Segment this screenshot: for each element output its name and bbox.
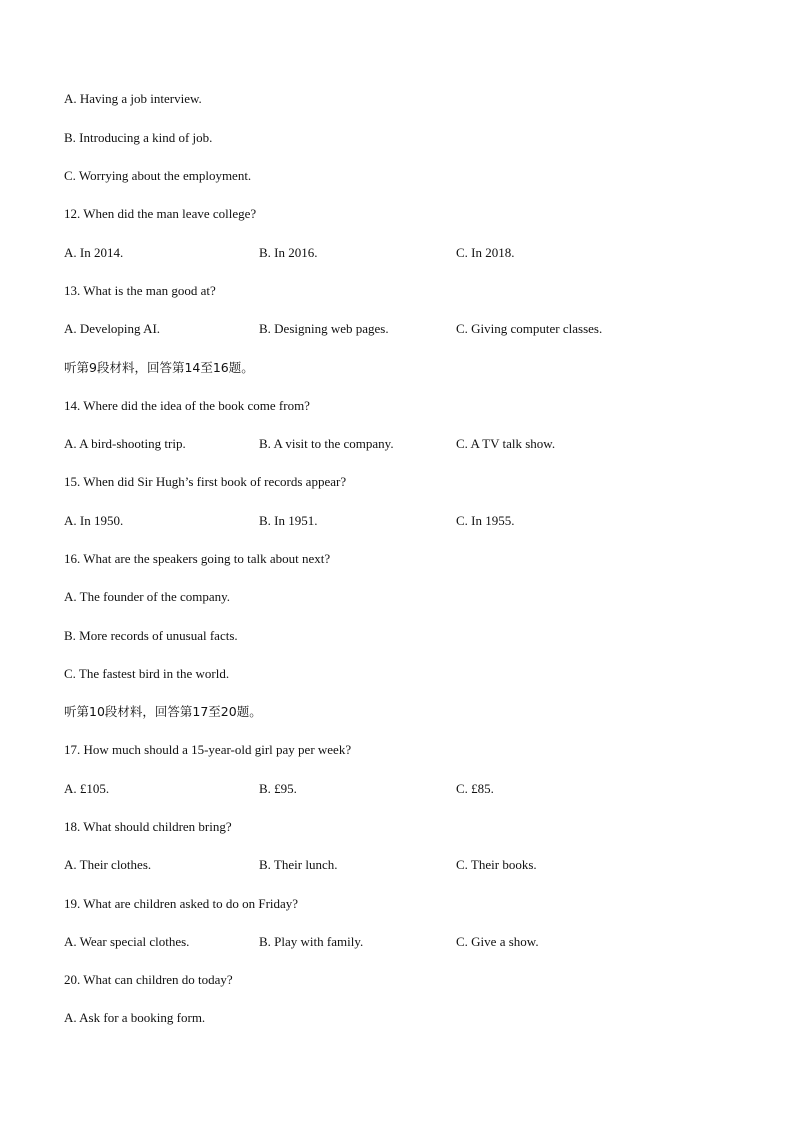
q16-option-a: A. The founder of the company. (64, 589, 231, 604)
q16-option-c: C. The fastest bird in the world. (64, 666, 230, 681)
q18-option-a: A. Their clothes. (64, 857, 152, 872)
q17-option-b: B. £95. (259, 781, 297, 796)
q16-question: 16. What are the speakers going to talk about next? (64, 551, 331, 566)
q12-option-a: A. In 2014. (64, 245, 124, 260)
section-9-heading: 听第9段材料，回答第14至16题。 (64, 360, 254, 375)
q13-question: 13. What is the man good at? (64, 283, 216, 298)
q17-options (64, 780, 744, 798)
q11-option-b: B. Introducing a kind of job. (64, 130, 213, 145)
q12-option-c: C. In 2018. (456, 245, 515, 260)
q20-option-a: A. Ask for a booking form. (64, 1010, 206, 1025)
q14-option-a: A. A bird-shooting trip. (64, 436, 186, 451)
q18-options (64, 856, 744, 874)
q17-option-c: C. £85. (456, 781, 494, 796)
q12-option-b: B. In 2016. (259, 245, 318, 260)
q14-question: 14. Where did the idea of the book come from? (64, 398, 310, 413)
q13-option-c: C. Giving computer classes. (456, 321, 603, 336)
q12-question: 12. When did the man leave college? (64, 206, 257, 221)
q19-question: 19. What are children asked to do on Friday? (64, 896, 299, 911)
q15-option-a: A. In 1950. (64, 513, 124, 528)
q13-options (64, 320, 744, 338)
q19-option-b: B. Play with family. (259, 934, 364, 949)
q19-options (64, 933, 744, 951)
q16-option-b: B. More records of unusual facts. (64, 628, 238, 643)
section-10-heading: 听第10段材料，回答第17至20题。 (64, 704, 262, 719)
q11-option-a: A. Having a job interview. (64, 91, 202, 106)
q11-option-c: C. Worrying about the employment. (64, 168, 252, 183)
q15-options (64, 512, 744, 530)
q15-option-c: C. In 1955. (456, 513, 515, 528)
q13-option-a: A. Developing AI. (64, 321, 161, 336)
q18-option-b: B. Their lunch. (259, 857, 338, 872)
q19-option-a: A. Wear special clothes. (64, 934, 190, 949)
q18-question: 18. What should children bring? (64, 819, 232, 834)
q13-option-b: B. Designing web pages. (259, 321, 389, 336)
q17-option-a: A. £105. (64, 781, 110, 796)
q18-option-c: C. Their books. (456, 857, 537, 872)
q19-option-c: C. Give a show. (456, 934, 539, 949)
q15-question: 15. When did Sir Hugh’s first book of records appear? (64, 474, 347, 489)
q14-option-c: C. A TV talk show. (456, 436, 556, 451)
q17-question: 17. How much should a 15-year-old girl pay per week? (64, 742, 352, 757)
q12-options (64, 244, 744, 262)
q15-option-b: B. In 1951. (259, 513, 318, 528)
q14-option-b: B. A visit to the company. (259, 436, 394, 451)
q14-options (64, 435, 744, 453)
q20-question: 20. What can children do today? (64, 972, 233, 987)
